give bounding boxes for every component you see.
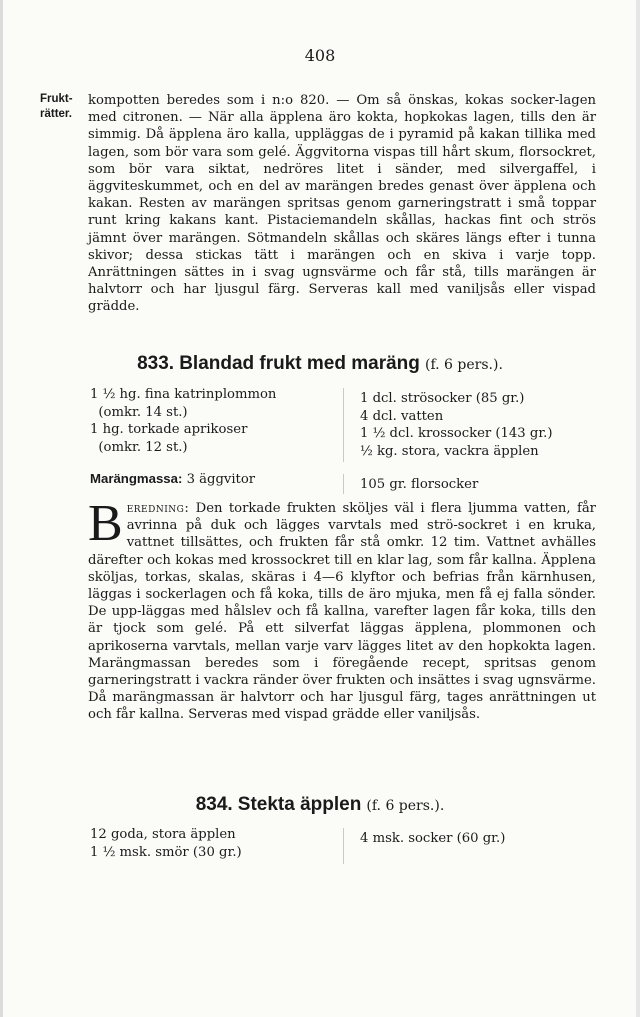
method-body: Den torkade frukten sköljes väl i flera ljumma vatten, får avrinna på duk och lägges varvtals med strö-sockret i en kruka, vattnet tillsättes, och frukten får stå omkr. 12 tim. Vattnet avhälles därefter och kokas med krossockret till en klar lag, som får kallna. Äpplena sköljas, torkas, skalas, skäras i 4—6 klyftor och befrias från kärnhusen, läggas i sockerlagen och få koka, tills de äro mjuka, men få ej falla sönder. De upp-läggas med hålslev och få kallna, varefter lagen får koka, tills den är tjock som gelé. På ett silverfat läggas äpplena, plommonen och aprikoserna varvtals, mellan varje varv lägges litet av den hopkokta lagen. Marängmassan beredes som i föregående recept, spritsas genom garneringstratt i vackra ränder över frukten och insättes i svag ugnsvärme. Då marängmassan är halvtorr och har ljusgul färg, tages anrättningen ut och får kallna. Serveras med vispad grädde eller vaniljsås. [88, 501, 596, 723]
page-number: 408 [304, 46, 336, 65]
page-edge-left [0, 0, 3, 1017]
recipe-833-method-text [88, 495, 596, 724]
intro-paragraph [88, 92, 596, 316]
recipe-833-ingredients-right: 1 dcl. strösocker (85 gr.) 4 dcl. vatten 1 ½ dcl. krossocker (143 gr.) ½ kg. stora, vackra äpplen [360, 391, 553, 459]
recipe-834-serving: (f. 6 pers.). [366, 798, 445, 814]
dropcap: B [88, 495, 123, 552]
marang-left: 3 äggvitor [186, 472, 256, 487]
intro-text: kompotten beredes som i n:o 820. — Om så önskas, kokas socker-lagen med citronen. — När alla äpplena äro kokta, hopkokas lagen, tills den är simmig. Då äpplena äro kalla, uppläggas de i pyramid på kakan tillika med lagen, som bör vara som gelé. Äggvitorna vispas till hårt skum, florsockret, som bör vara siktat, nedröres litet i sänder, med silvergaffel, i äggviteskummet, och en del av marängen bredes genast över äpplena och kakan. Resten av marängen spritsas genom garneringstratt i små toppar runt kring kakans kant. Pistaciemandeln skållas, hackas fint och strös jämnt över marängen. Sötmandeln skållas och skäres längs efter i tunna skivor; dessa stickas tätt i marängen och en skiva i varje topp. Anrättningen sättes in i svag ugnsvärme och får stå, tills marängen är halvtorr och har ljusgul färg. Serveras kall med vaniljsås eller vispad grädde. [88, 93, 596, 315]
marang-label: Marängmassa: [90, 471, 183, 486]
margin-note [40, 92, 73, 122]
recipe-834-ingredients-right: 4 msk. socker (60 gr.) [360, 831, 506, 846]
recipe-833-method [88, 495, 596, 724]
recipe-833-serving: (f. 6 pers.). [425, 357, 503, 373]
marang-line-left [90, 470, 255, 489]
ingredients-divider [343, 388, 344, 462]
recipe-833-number: 833. [137, 353, 175, 374]
method-lead: eredning: [126, 501, 190, 516]
margin-note-line: rätter. [40, 108, 72, 120]
recipe-834-heading [0, 794, 640, 816]
recipe-834-title: Stekta äpplen [237, 794, 362, 815]
margin-note-line: Frukt- [40, 93, 73, 105]
recipe-833-ingredients-left: 1 ½ hg. fina katrinplommon (omkr. 14 st.) 1 hg. torkade aprikoser (omkr. 12 st.) [90, 387, 277, 455]
ingredients-divider [343, 828, 344, 864]
ingredients-divider [343, 474, 344, 494]
recipe-834-ingredients-left: 12 goda, stora äpplen 1 ½ msk. smör (30 gr.) [90, 827, 242, 860]
page-edge-right [636, 0, 640, 1017]
recipe-833-heading [0, 353, 640, 375]
marang-right: 105 gr. florsocker [360, 477, 479, 492]
recipe-833-title: Blandad frukt med maräng [179, 353, 420, 374]
recipe-834-number: 834. [195, 794, 233, 815]
